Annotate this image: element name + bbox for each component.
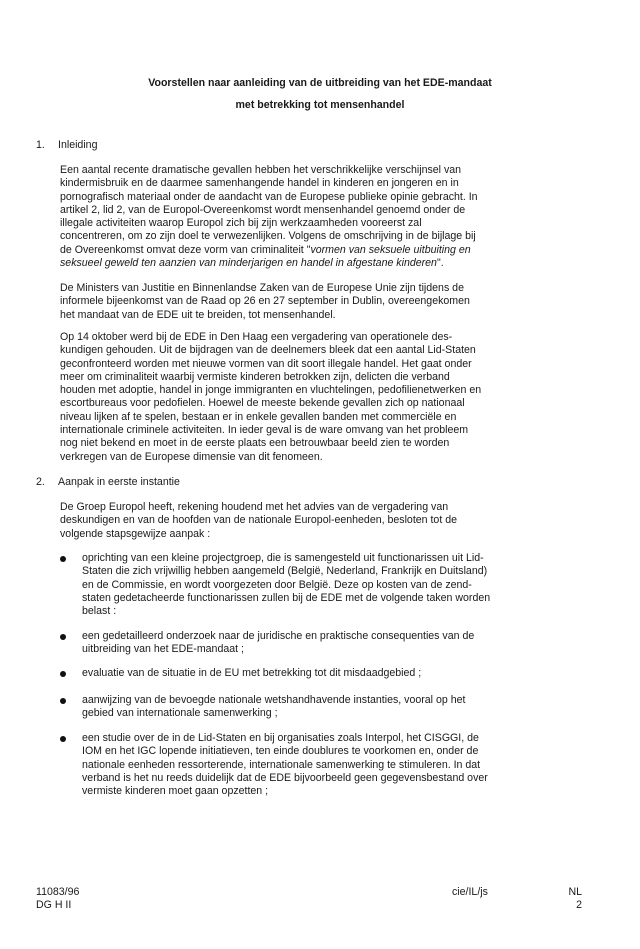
list-item-text [82,732,590,798]
text-line: kundigen gehouden. Uit de bijdragen van de deelnemers bleek dat een aantal Lid-Staten [60,344,476,357]
bullet-icon [60,671,66,677]
text-line: kindermisbruik en de daarmee samenhangende handel in kinderen en jongeren en in [60,177,459,190]
title-line-2: met betrekking tot mensenhandel [235,99,405,111]
text-line: nationale eenheden ressorterende, internationale samenwerking te stimuleren. In dat [82,758,481,771]
section-title: Inleiding [58,139,98,151]
bullet-icon [60,556,66,562]
bullet-icon [60,736,66,742]
text-line: aanwijzing van de bevoegde nationale wetshandhavende instanties, vooral op het [82,694,466,706]
title-line-1: Voorstellen naar aanleiding van de uitbreiding van het EDE-mandaat [148,77,492,89]
text-line: en de Commissie, en wordt voorgezeten door België. Deze op kosten van de zend- [82,578,472,591]
text-line: internationale criminele activiteiten. In ieder geval is de ware omvang van het probleem [60,424,469,437]
text-line: deskundigen en van de hoofden van de nationale Europol-eenheden, besloten tot de [60,514,457,527]
text-line: verband is het nu reeds duidelijk dat de EDE bijvoorbeeld geen gegevensbestand over [82,771,488,784]
text-line: oprichting van een kleine projectgroep, die is samengesteld uit functionarissen uit Lid- [82,552,484,564]
list-item-text [82,694,590,721]
section-title: Aanpak in eerste instantie [58,476,180,488]
language-code: NL [568,886,582,898]
list-item-text [82,667,590,680]
quote-segment: seksueel geweld ten aanzien van minderjarigen en handel in afgestane kinderen [60,257,437,270]
section-heading-1 [36,139,97,152]
footer-right [560,886,582,912]
text-line: niveau lijken af te spelen, bestaan er in enkele gevallen banden met commerciële en [60,410,457,423]
paragraph-ministers [60,282,588,322]
text-line [60,257,588,270]
text-line: uitbreiding van het EDE-mandaat ; [82,643,244,656]
text-line: Op 14 oktober werd bij de EDE in Den Haag een vergadering van operationele des- [60,331,453,343]
paragraph-meeting [60,331,588,464]
text-line: belast : [82,605,117,618]
text-line: IOM en het IGC lopende initiatieven, ten einde doublures te voorkomen en, onder de [82,745,479,758]
section-number: 1. [36,139,45,151]
footer-initials: cie/IL/js [452,886,488,898]
section-number: 2. [36,476,45,488]
list-item-text [82,552,590,618]
bullet-icon [60,698,66,704]
paragraph-intro [60,164,588,270]
page-number: 2 [576,899,582,911]
text-line: artikel 2, lid 2, van de Europol-Overeenkomst wordt mensenhandel genoemd onder de [60,203,466,216]
text-line: vermiste kinderen moet gaan opzetten ; [82,785,269,798]
text-line: verkregen van de Europese dimensie van dit fenomeen. [60,450,323,463]
quote-segment: vormen van seksuele uitbuiting en [310,243,471,256]
directorate-code: DG H II [36,899,72,911]
text-line [60,244,588,257]
text-line: concentreren, om zo zijn doel te verwezenlijken. Volgens de omschrijving in de bijlage bij [60,230,476,243]
text-segment: ". [436,257,444,270]
text-line: volgende stapsgewijze aanpak : [60,527,211,540]
text-line: nog niet bekend en moet in de eerste plaats een betrouwbaar beeld zien te worden [60,437,450,450]
text-line: gebied van internationale samenwerking ; [82,707,278,720]
text-line: het mandaat van de EDE uit te breiden, tot mensenhandel. [60,308,336,321]
text-line: evaluatie van de situatie in de EU met betrekking tot dit misdaadgebied ; [82,667,422,679]
text-line: meer om criminaliteit waarbij vermiste kinderen betrokken zijn, delicten die verband [60,370,450,383]
text-segment: de Overeenkomst omvat deze vorm van criminaliteit " [60,243,311,256]
text-line: illegale activiteiten waarop Europol zich bij zijn werkzaamheden vooreerst zal [60,217,422,230]
text-line: informele bijeenkomst van de Raad op 26 en 27 september in Dublin, overeengekomen [60,295,470,308]
list-item-text [82,630,590,657]
document-number: 11083/96 [36,886,80,898]
text-line: staten gedetacheerde functionarissen zullen bij de EDE met de volgende taken worden [82,591,491,604]
footer-left [36,886,79,912]
text-line: escortbureaus voor pedofielen. Hoewel de meeste bekende gevallen zich op nationaal [60,397,465,410]
text-line: geconfronteerd worden met nieuwe vormen van dit soort illegale handel. Het gaat onder [60,357,472,370]
text-line: De Ministers van Justitie en Binnenlandse Zaken van de Europese Unie zijn tijdens de [60,282,464,294]
paragraph-approach [60,501,588,541]
text-line: Staten die zich vrijwillig hebben aangemeld (België, Nederland, Frankrijk en Duitsland) [82,565,488,578]
bullet-icon [60,634,66,640]
text-line: pornografisch materiaal onder de aandacht van de Europese publieke opinie gebracht. In [60,190,478,203]
document-title [60,72,580,116]
text-line: een studie over de in de Lid-Staten en bij organisaties zoals Interpol, het CISGGI, de [82,732,479,744]
section-heading-2 [36,476,180,489]
text-line: Een aantal recente dramatische gevallen hebben het verschrikkelijke verschijnsel van [60,164,462,176]
text-line: De Groep Europol heeft, rekening houdend met het advies van de vergadering van [60,501,449,513]
text-line: een gedetailleerd onderzoek naar de juridische en praktische consequenties van de [82,630,475,642]
text-line: houden met adoptie, handel in jonge immigranten en vluchtelingen, pedofilienetwerken en [60,384,482,397]
